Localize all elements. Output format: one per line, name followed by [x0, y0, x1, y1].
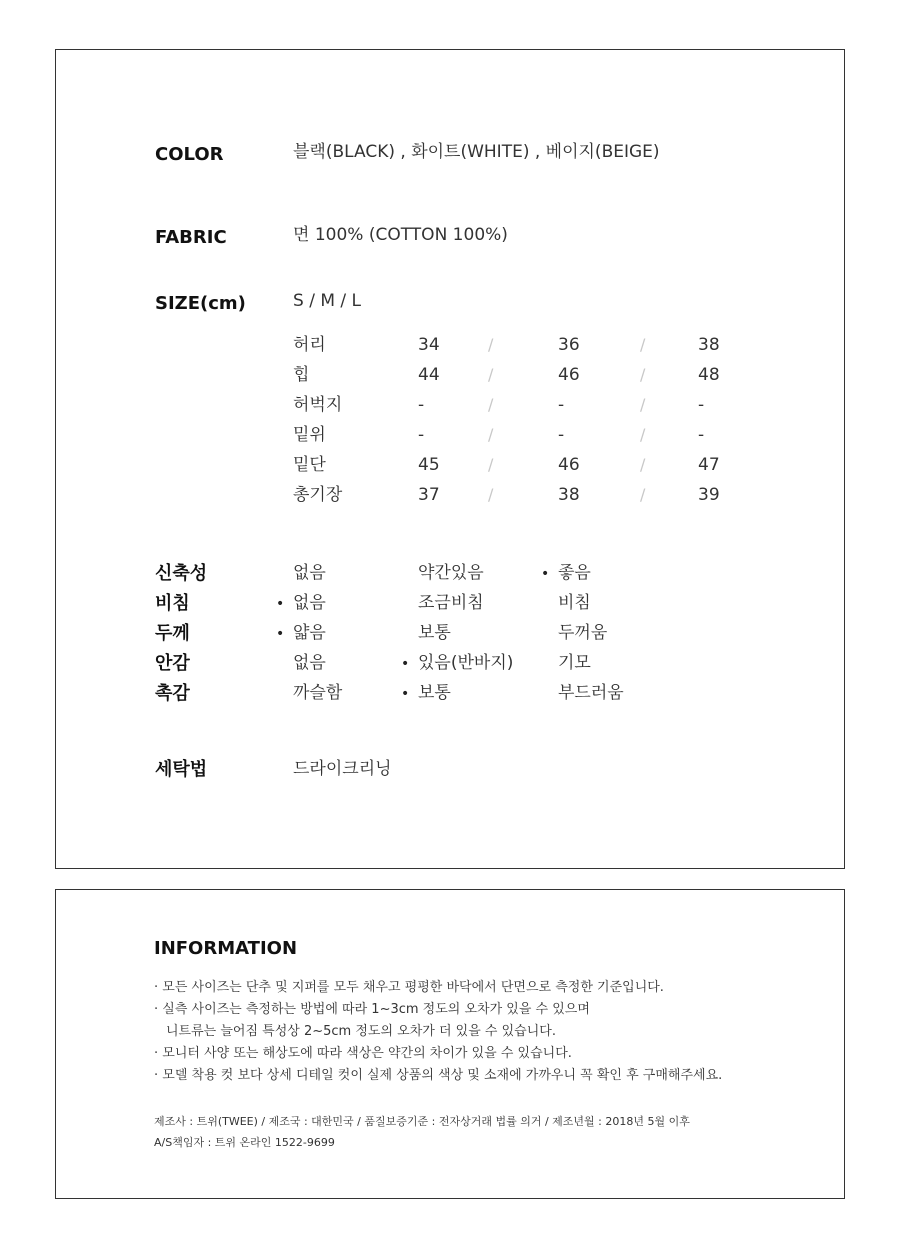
- washing-value: 드라이크리닝: [293, 759, 392, 779]
- information-line: · 모든 사이즈는 단추 및 지퍼를 모두 채우고 평평한 바닥에서 단면으로 측정한 기준입니다.: [154, 980, 664, 995]
- information-line: · 실측 사이즈는 측정하는 방법에 따라 1~3cm 정도의 오차가 있을 수 있으며: [154, 1002, 590, 1017]
- size-s-value: 44: [418, 365, 440, 385]
- size-l-value: 38: [698, 335, 720, 355]
- property-option: 까슬함: [293, 683, 343, 703]
- selected-bullet-icon: •: [401, 656, 410, 672]
- selected-bullet-icon: •: [541, 566, 550, 582]
- property-label: 비침: [155, 593, 190, 614]
- information-line: · 모델 착용 컷 보다 상세 디테일 컷이 실제 상품의 색상 및 소재에 가까우니 꼭 확인 후 구매해주세요.: [154, 1068, 723, 1083]
- color-value: 블랙(BLACK) , 화이트(WHITE) , 베이지(BEIGE): [293, 142, 660, 162]
- property-option: 약간있음: [418, 563, 484, 583]
- property-option: 두꺼움: [558, 623, 608, 643]
- property-option: 기모: [558, 653, 591, 673]
- size-m-value: 46: [558, 365, 580, 385]
- size-m-value: 36: [558, 335, 580, 355]
- size-l-value: -: [698, 425, 705, 445]
- fabric-label: FABRIC: [155, 227, 227, 248]
- information-title: INFORMATION: [154, 938, 298, 959]
- size-separator: /: [488, 485, 494, 504]
- product-spec-box: [55, 49, 845, 869]
- property-label: 촉감: [155, 683, 190, 704]
- property-option-selected: 좋음: [558, 563, 591, 583]
- property-label: 신축성: [155, 563, 208, 584]
- size-m-value: -: [558, 425, 565, 445]
- size-s-value: 45: [418, 455, 440, 475]
- property-option: 비침: [558, 593, 591, 613]
- size-separator: /: [488, 395, 494, 414]
- size-separator: /: [640, 335, 646, 354]
- size-l-value: 39: [698, 485, 720, 505]
- property-option: 조금비침: [418, 593, 484, 613]
- size-s-value: -: [418, 395, 425, 415]
- size-row-name: 허리: [293, 335, 326, 355]
- size-separator: /: [488, 335, 494, 354]
- size-separator: /: [640, 485, 646, 504]
- size-l-value: 47: [698, 455, 720, 475]
- manufacturer-info: 제조사 : 트위(TWEE) / 제조국 : 대한민국 / 품질보증기준 : 전자상거래 법률 의거 / 제조년월 : 2018년 5월 이후: [154, 1115, 690, 1128]
- property-option: 없음: [293, 653, 326, 673]
- property-option: 부드러움: [558, 683, 624, 703]
- selected-bullet-icon: •: [401, 686, 410, 702]
- size-separator: /: [640, 425, 646, 444]
- information-line: 니트류는 늘어짐 특성상 2~5cm 정도의 오차가 더 있을 수 있습니다.: [166, 1024, 556, 1039]
- information-box: [55, 889, 845, 1199]
- size-separator: /: [488, 365, 494, 384]
- size-m-value: 38: [558, 485, 580, 505]
- size-header: S / M / L: [293, 291, 361, 311]
- size-row-name: 총기장: [293, 485, 343, 505]
- property-option-selected: 있음(반바지): [418, 653, 514, 673]
- property-label: 두께: [155, 623, 190, 644]
- property-option-selected: 얇음: [293, 623, 326, 643]
- color-label: COLOR: [155, 144, 224, 165]
- selected-bullet-icon: •: [276, 596, 285, 612]
- size-separator: /: [488, 455, 494, 474]
- selected-bullet-icon: •: [276, 626, 285, 642]
- information-line: · 모니터 사양 또는 해상도에 따라 색상은 약간의 차이가 있을 수 있습니다.: [154, 1046, 572, 1061]
- size-row-name: 밑위: [293, 425, 326, 445]
- size-row-name: 힙: [293, 365, 310, 385]
- property-option: 없음: [293, 563, 326, 583]
- size-row-name: 허벅지: [293, 395, 343, 415]
- size-s-value: 34: [418, 335, 440, 355]
- size-separator: /: [488, 425, 494, 444]
- as-contact-info: A/S책임자 : 트위 온라인 1522-9699: [154, 1136, 335, 1149]
- size-separator: /: [640, 365, 646, 384]
- size-s-value: 37: [418, 485, 440, 505]
- washing-label: 세탁법: [155, 759, 208, 780]
- size-separator: /: [640, 395, 646, 414]
- property-label: 안감: [155, 653, 190, 674]
- size-l-value: -: [698, 395, 705, 415]
- size-m-value: -: [558, 395, 565, 415]
- size-label: SIZE(cm): [155, 293, 246, 314]
- size-m-value: 46: [558, 455, 580, 475]
- size-row-name: 밑단: [293, 455, 326, 475]
- size-separator: /: [640, 455, 646, 474]
- size-l-value: 48: [698, 365, 720, 385]
- property-option-selected: 없음: [293, 593, 326, 613]
- fabric-value: 면 100% (COTTON 100%): [293, 225, 508, 245]
- size-s-value: -: [418, 425, 425, 445]
- property-option: 보통: [418, 623, 451, 643]
- property-option-selected: 보통: [418, 683, 451, 703]
